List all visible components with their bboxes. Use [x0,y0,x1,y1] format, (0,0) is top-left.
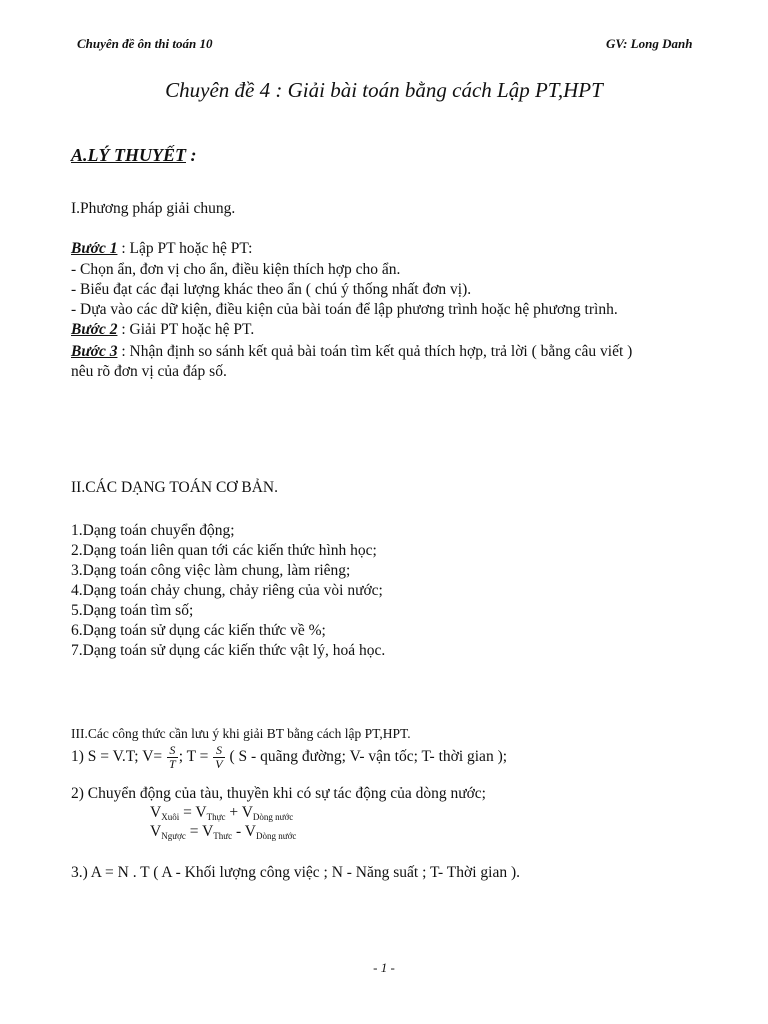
formula-2: 2) Chuyển động của tàu, thuyền khi có sự tác động của dòng nước; [71,785,486,802]
fraction-s-over-v-numerator: S [213,744,224,758]
step1-text: : Lập PT hoặc hệ PT: [117,240,253,257]
section-a-heading-text: A.LÝ THUYẾT [71,145,186,165]
step2-text: : Giải PT hoặc hệ PT. [117,321,255,338]
bullet-choose-variable: - Chọn ẩn, đơn vị cho ẩn, điều kiện thích hợp cho ẩn. [71,261,401,278]
minus-sign: - [232,823,245,840]
part3-heading: III.Các công thức cần lưu ý khi giải BT bằng cách lập PT,HPT. [71,726,411,741]
formula-v-upstream [150,823,296,841]
formula-1-part-b: ; T = [178,748,213,766]
problem-type-5: 5.Dạng toán tìm số; [71,602,194,619]
subscript-upstream: Ngược [161,831,186,841]
v-symbol: V [202,823,214,840]
formula-1 [71,744,507,771]
subscript-current: Dòng nước [252,812,294,822]
fraction-s-over-t-numerator: S [167,744,178,758]
subscript-actual: Thưc [213,831,233,841]
step3-label: Bước 3 [71,343,118,360]
page-header-right: GV: Long Danh [606,36,693,51]
formula-1-part-a: 1) S = V.T; V= [71,748,167,766]
formula-1-part-c: ( S - quãng đường; V- vận tốc; T- thời gian ); [225,748,508,766]
subscript-current: Dòng nước [255,831,297,841]
step2-line [71,321,254,339]
formula-3: 3.) A = N . T ( A - Khối lượng công việc ; N - Năng suất ; T- Thời gian ). [71,864,520,881]
bullet-express-quantities: - Biểu đạt các đại lượng khác theo ẩn ( chú ý thống nhất đơn vị). [71,281,472,298]
step1-line [71,240,252,258]
equals-sign: = [179,804,196,821]
part2-heading: II.CÁC DẠNG TOÁN CƠ BẢN. [71,479,278,496]
v-symbol: V [244,823,256,840]
page-number: - 1 - [373,960,395,975]
problem-type-2: 2.Dạng toán liên quan tới các kiến thức hình học; [71,542,377,559]
bullet-set-equations: - Dựa vào các dữ kiện, điều kiện của bài toán để lập phương trình hoặc hệ phương trình. [71,301,618,318]
v-symbol: V [150,804,162,821]
problem-type-4: 4.Dạng toán chảy chung, chảy riêng của vòi nước; [71,582,383,599]
page-title: Chuyên đề 4 : Giải bài toán bằng cách Lập PT,HPT [165,78,603,102]
page-header-left: Chuyên đề ôn thi toán 10 [77,36,213,51]
section-a-colon: : [186,145,197,165]
formula-v-downstream [150,804,293,822]
step2-label: Bước 2 [71,321,118,338]
v-symbol: V [195,804,207,821]
equals-sign: = [185,823,203,840]
problem-type-1: 1.Dạng toán chuyển động; [71,522,235,539]
problem-type-3: 3.Dạng toán công việc làm chung, làm riêng; [71,562,351,579]
part1-heading: I.Phương pháp giải chung. [71,200,236,217]
step3-line [71,343,632,361]
fraction-s-over-t [167,744,178,771]
step1-label: Bước 1 [71,240,118,257]
subscript-actual: Thực [206,812,226,822]
v-symbol: V [150,823,162,840]
step3-text: : Nhận định so sánh kết quả bài toán tìm kết quả thích hợp, trả lời ( bằng câu viết ) [117,343,633,360]
section-a-heading [71,145,197,166]
plus-sign: + [225,804,242,821]
fraction-s-over-t-denominator: T [169,757,176,771]
subscript-downstream: Xuôi [161,812,180,822]
problem-type-6: 6.Dạng toán sử dụng các kiến thức về %; [71,622,326,639]
fraction-s-over-v [213,744,224,771]
problem-type-7: 7.Dạng toán sử dụng các kiến thức vật lý, hoá học. [71,642,386,659]
step3-continuation: nêu rõ đơn vị của đáp số. [71,363,227,380]
v-symbol: V [241,804,253,821]
fraction-s-over-v-denominator: V [215,757,223,771]
